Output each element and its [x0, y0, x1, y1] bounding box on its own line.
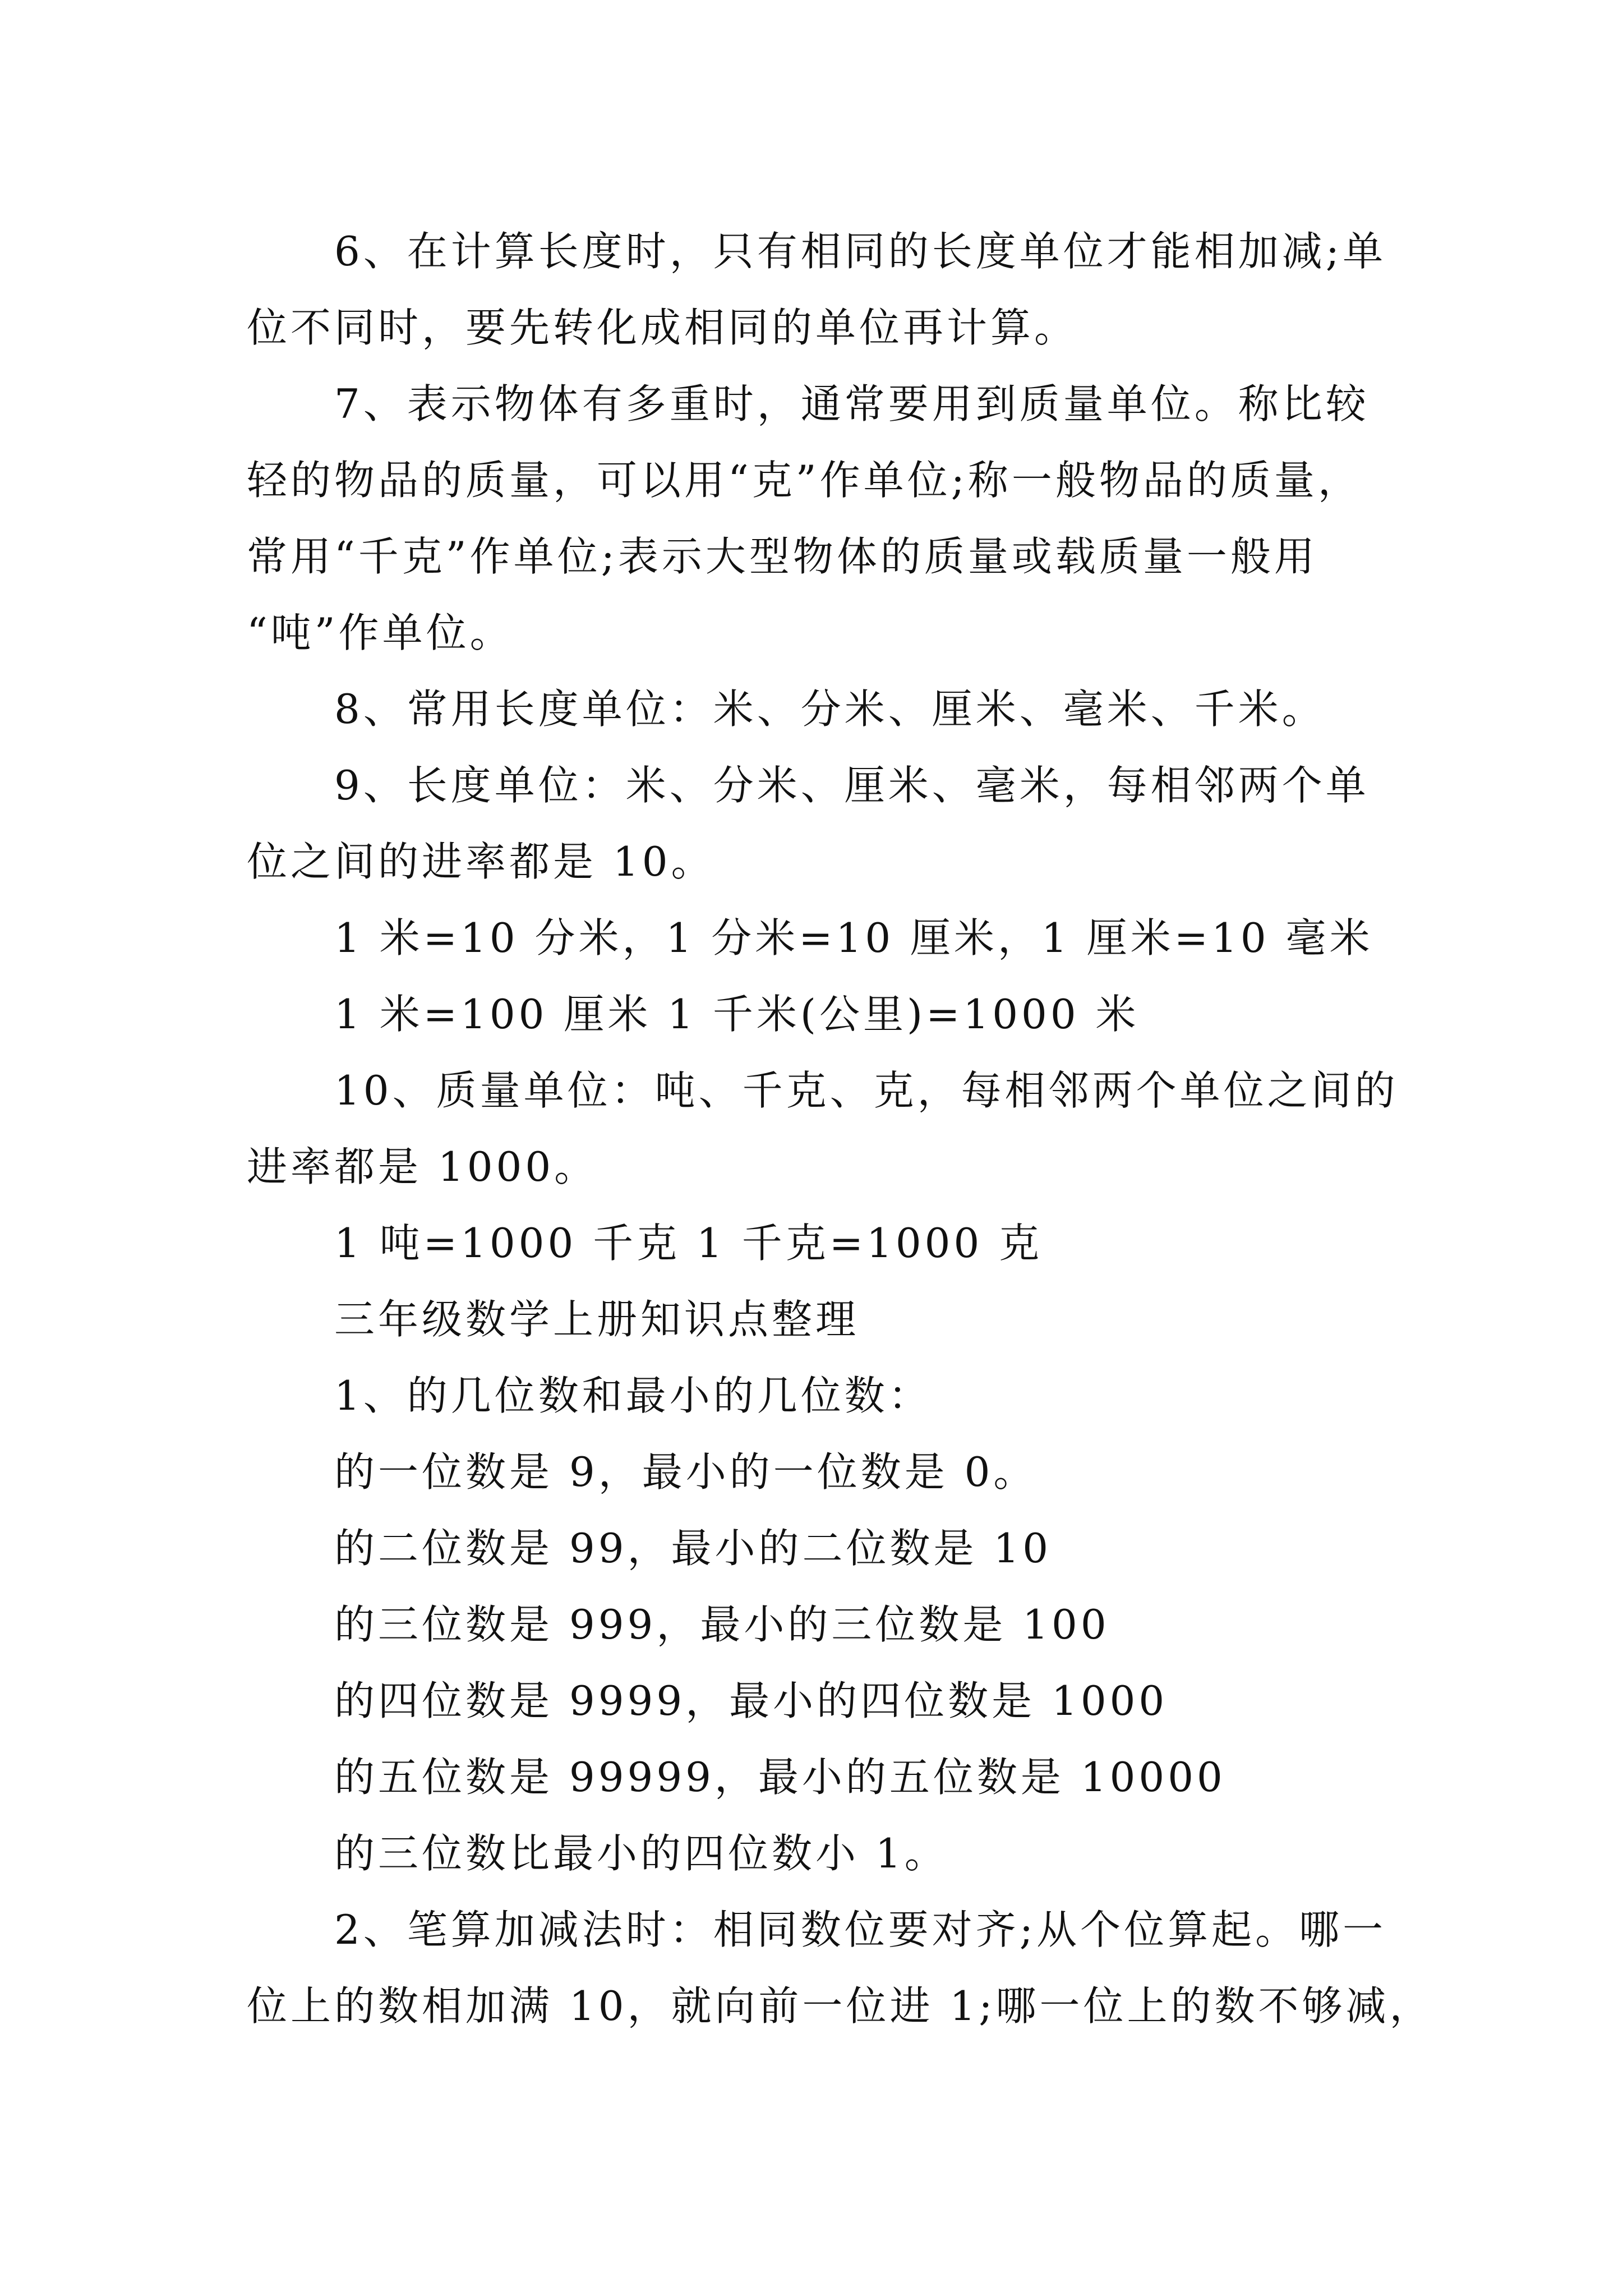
text-line: 6、在计算长度时，只有相同的长度单位才能相加减;单: [334, 228, 1387, 275]
section-heading: 三年级数学上册知识点整理: [334, 1296, 860, 1343]
text-line: 的三位数比最小的四位数小 1。: [334, 1830, 948, 1877]
text-line: 的一位数是 9，最小的一位数是 0。: [334, 1448, 1038, 1496]
text-line: 的三位数是 999，最小的三位数是 100: [334, 1601, 1110, 1648]
text-line: 8、常用长度单位：米、分米、厘米、毫米、千米。: [334, 685, 1326, 733]
text-line: 1、的几位数和最小的几位数：: [334, 1372, 932, 1419]
text-line: “吨”作单位。: [247, 609, 514, 656]
text-line: 1 吨=1000 千克 1 千克=1000 克: [334, 1220, 1043, 1267]
text-line: 轻的物品的质量，可以用“克”作单位;称一般物品的质量，: [247, 457, 1362, 504]
document-page: [247, 213, 1433, 2044]
text-line: 位之间的进率都是 10。: [247, 838, 715, 885]
text-line: 常用“千克”作单位;表示大型物体的质量或载质量一般用: [247, 533, 1318, 580]
text-line: 1 米=100 厘米 1 千米(公里)=1000 米: [334, 991, 1140, 1038]
text-line: 的二位数是 99，最小的二位数是 10: [334, 1525, 1052, 1572]
text-line: 2、笔算加减法时：相同数位要对齐;从个位算起。哪一: [334, 1906, 1387, 1953]
text-line: 的四位数是 9999，最小的四位数是 1000: [334, 1677, 1168, 1724]
text-line: 进率都是 1000。: [247, 1143, 598, 1190]
text-line: 1 米=10 分米，1 分米=10 厘米，1 厘米=10 毫米: [334, 914, 1373, 961]
text-line: 的五位数是 99999，最小的五位数是 10000: [334, 1754, 1226, 1801]
text-line: 9、长度单位：米、分米、厘米、毫米，每相邻两个单: [334, 762, 1370, 809]
text-line: 10、质量单位：吨、千克、克，每相邻两个单位之间的: [334, 1067, 1399, 1114]
text-line: 位不同时，要先转化成相同的单位再计算。: [247, 304, 1078, 351]
text-line: 位上的数相加满 10，就向前一位进 1;哪一位上的数不够减，: [247, 1982, 1433, 2030]
text-line: 7、表示物体有多重时，通常要用到质量单位。称比较: [334, 380, 1370, 427]
